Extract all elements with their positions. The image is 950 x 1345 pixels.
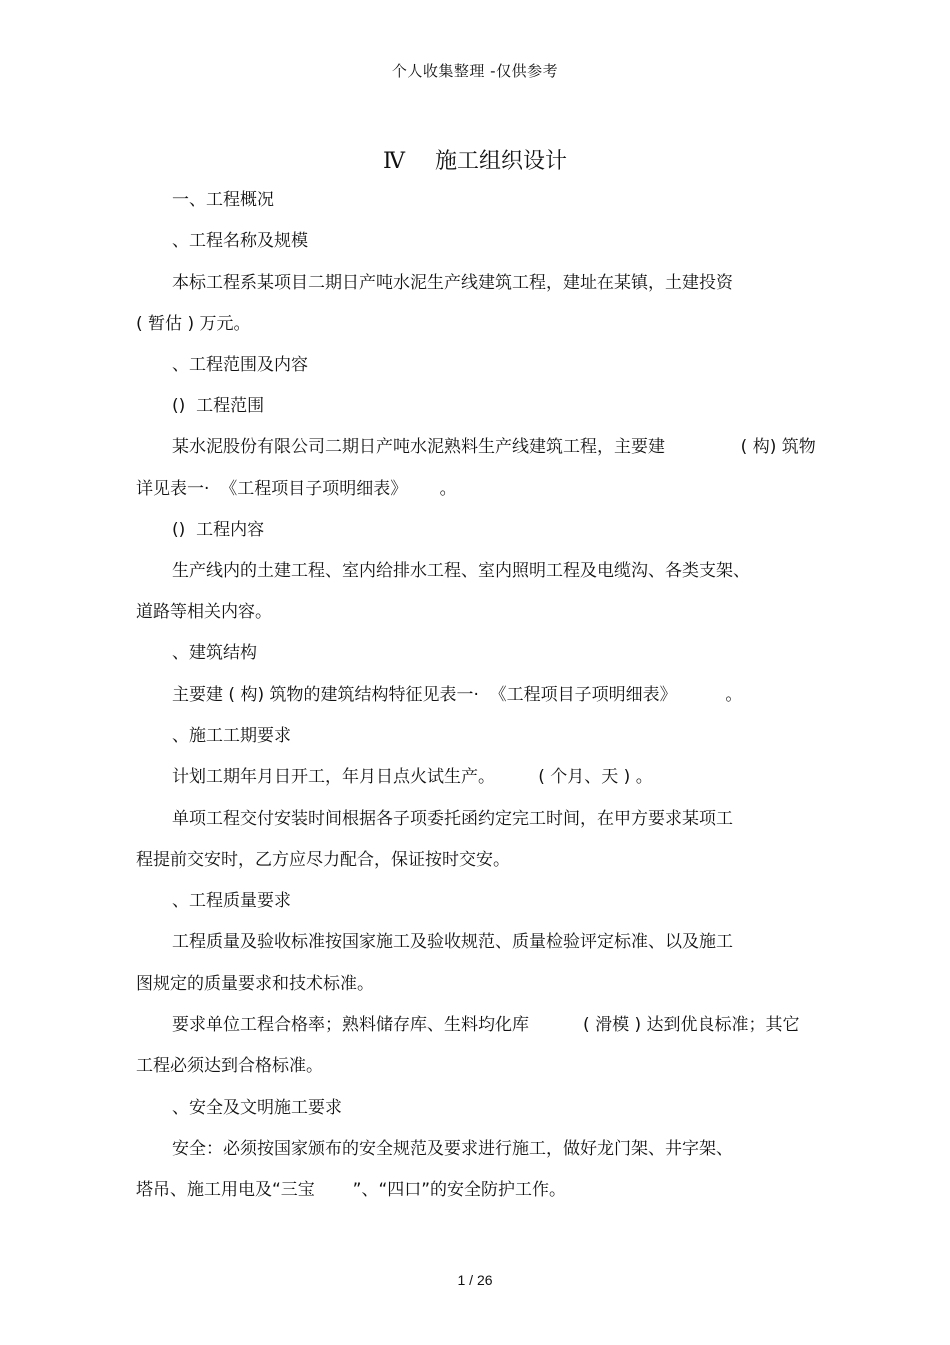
page-header: 个人收集整理 -仅供参考 xyxy=(391,62,559,80)
heading-project-name-scale: 、工程名称及规模 xyxy=(172,231,308,251)
heading-quality: 、工程质量要求 xyxy=(172,891,291,911)
heading-project-overview: 一、工程概况 xyxy=(172,190,274,210)
subheading-scope: () 工程范围 xyxy=(172,396,265,416)
paragraph-line: 某水泥股份有限公司二期日产吨水泥熟料生产线建筑工程，主要建 ( 构) 筑物 xyxy=(172,437,816,457)
section-title xyxy=(0,144,950,175)
paragraph-line: 工程必须达到合格标准。 xyxy=(136,1056,323,1076)
paragraph-line: 本标工程系某项目二期日产吨水泥生产线建筑工程，建址在某镇，土建投资 xyxy=(172,273,733,293)
paragraph-line: 图规定的质量要求和技术标准。 xyxy=(136,974,374,994)
heading-building-structure: 、建筑结构 xyxy=(172,643,257,663)
paragraph-line: ( 暂估 ) 万元。 xyxy=(136,314,251,334)
section-title-text: 施工组织设计 xyxy=(434,149,567,174)
heading-schedule: 、施工工期要求 xyxy=(172,726,291,746)
page-number: 1 / 26 xyxy=(457,1272,493,1288)
paragraph-line: 程提前交安时，乙方应尽力配合，保证按时交安。 xyxy=(136,850,510,870)
paragraph-line: 计划工期年月日开工，年月日点火试生产。 ( 个月、天 ) 。 xyxy=(172,767,653,787)
paragraph-line: 主要建 ( 构) 筑物的建筑结构特征见表一· 《工程项目子项明细表》 。 xyxy=(172,685,743,705)
subheading-content: () 工程内容 xyxy=(172,520,265,540)
paragraph-line: 工程质量及验收标准按国家施工及验收规范、质量检验评定标准、以及施工 xyxy=(172,932,733,952)
section-number: Ⅳ xyxy=(383,149,405,174)
heading-safety: 、安全及文明施工要求 xyxy=(172,1098,342,1118)
paragraph-line: 详见表一· 《工程项目子项明细表》 。 xyxy=(136,479,457,499)
paragraph-line: 安全：必须按国家颁布的安全规范及要求进行施工，做好龙门架、井字架、 xyxy=(172,1139,733,1159)
paragraph-line: 要求单位工程合格率；熟料储存库、生料均化库 ( 滑模 ) 达到优良标准；其它 xyxy=(172,1015,800,1035)
paragraph-line: 道路等相关内容。 xyxy=(136,602,272,622)
paragraph-line: 塔吊、施工用电及“三宝 ”、“四口”的安全防护工作。 xyxy=(136,1180,567,1200)
paragraph-line: 单项工程交付安装时间根据各子项委托函约定完工时间，在甲方要求某项工 xyxy=(172,809,733,829)
heading-scope-content: 、工程范围及内容 xyxy=(172,355,308,375)
paragraph-line: 生产线内的土建工程、室内给排水工程、室内照明工程及电缆沟、各类支架、 xyxy=(172,561,750,581)
